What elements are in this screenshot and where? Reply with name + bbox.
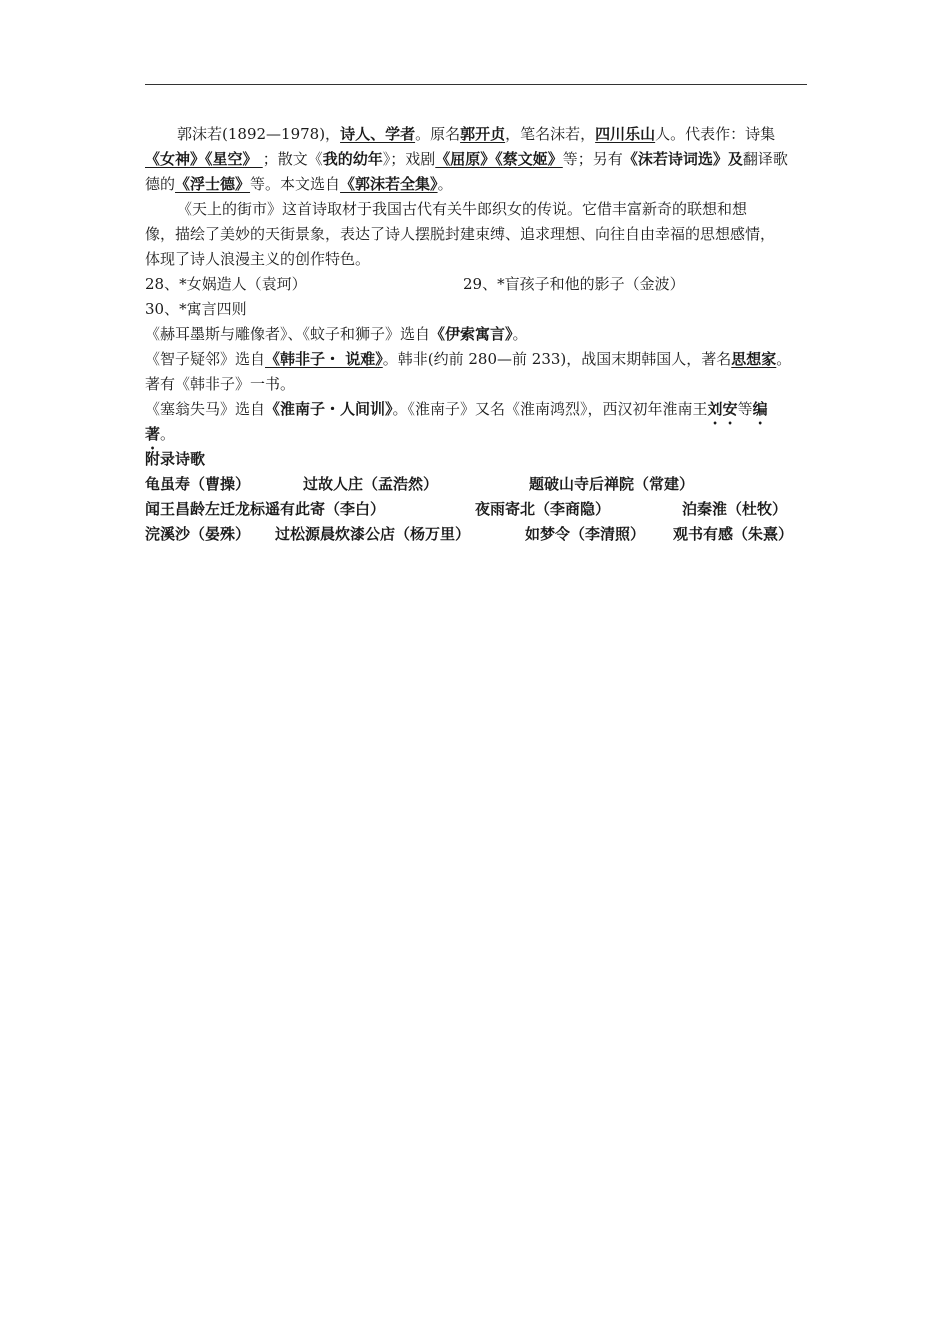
fable-huainanzi xyxy=(145,397,815,422)
poem-item: 过故人庄（孟浩然） xyxy=(303,475,439,493)
text: ，笔名沫若， xyxy=(505,125,596,143)
text: 。原名 xyxy=(415,125,461,143)
fable-hanfeizi-book: 著有《韩非子》一书。 xyxy=(145,375,296,393)
answer-thinker: 思想家 xyxy=(731,350,777,368)
answer-hanfeizi: 《韩非子・ 说难》 xyxy=(265,350,383,368)
para-poem-line1: 《天上的街市》这首诗取材于我国古代有关牛郎织女的传说。它借丰富新奇的联想和想 xyxy=(177,200,748,218)
text: 。 xyxy=(160,425,176,443)
text: 》；戏剧 xyxy=(382,150,436,168)
poem-item: 夜雨寄北（李商隐） xyxy=(475,500,611,518)
poem-item: 闻王昌龄左迁龙标遥有此寄（李白） xyxy=(145,500,386,518)
item-28: 28、*女娲造人（袁珂） xyxy=(145,275,307,293)
poem-row-3 xyxy=(145,522,815,547)
answer-collection: 《沫若诗词选》及 xyxy=(622,150,743,168)
fable-aesop xyxy=(145,322,815,347)
poem-item: 观书有感（朱熹） xyxy=(673,525,794,543)
poem-item: 泊秦淮（杜牧） xyxy=(682,500,788,518)
answer-compiled-2: 著 xyxy=(145,425,161,443)
text: 。 xyxy=(512,325,528,343)
answer-hometown: 四川乐山 xyxy=(595,125,656,143)
text: 《智子疑邻》选自 xyxy=(145,350,266,368)
para-poem-line3: 体现了诗人浪漫主义的创作特色。 xyxy=(145,250,371,268)
para-guomoruo-line2 xyxy=(145,147,815,172)
answer-prose: 我的幼年 xyxy=(322,150,383,168)
text: 等。本文选自 xyxy=(250,175,341,193)
items-row-28-29 xyxy=(145,272,815,297)
text: 《塞翁失马》选自 xyxy=(145,400,266,418)
answer-poetry-works: 《女神》《星空》 xyxy=(145,150,263,168)
poem-row-2 xyxy=(145,497,815,522)
answer-liuan: 刘安 xyxy=(707,400,738,418)
poem-item: 如梦令（李清照） xyxy=(525,525,646,543)
answer-aesop: 《伊索寓言》 xyxy=(430,325,513,343)
poem-item: 浣溪沙（晏殊） xyxy=(145,525,251,543)
text: 等 xyxy=(737,400,753,418)
text: 郭沫若(1892—1978)， xyxy=(177,125,341,143)
text: 翻译歌 xyxy=(742,150,788,168)
document-body xyxy=(145,122,815,547)
poem-item: 题破山寺后禅院（常建） xyxy=(529,475,695,493)
para-guomoruo-line1 xyxy=(145,122,815,147)
header-rule xyxy=(145,84,807,85)
para-guomoruo-line3 xyxy=(145,172,815,197)
poem-row-1 xyxy=(145,472,815,497)
text: 人。代表作：诗集 xyxy=(655,125,776,143)
fable-hanfeizi xyxy=(145,347,815,372)
text: ；散文《 xyxy=(262,150,323,168)
para-poem-line2: 像，描绘了美妙的天街景象，表达了诗人摆脱封建束缚、追求理想、向往自由幸福的思想感情， xyxy=(145,225,776,243)
item-30: 30、*寓言四则 xyxy=(145,300,247,318)
text: 。 xyxy=(776,350,792,368)
poem-item: 龟虽寿（曹操） xyxy=(145,475,251,493)
answer-original-name: 郭开贞 xyxy=(460,125,506,143)
answer-identity: 诗人、学者 xyxy=(340,125,416,143)
answer-drama: 《屈原》《蔡文姬》 xyxy=(435,150,563,168)
answer-compiled: 编 xyxy=(752,400,768,418)
text: 。韩非(约前 280—前 233)，战国末期韩国人，著名 xyxy=(382,350,732,368)
text: 等；另有 xyxy=(562,150,623,168)
text: 。《淮南子》又名《淮南鸿烈》，西汉初年淮南王 xyxy=(392,400,708,418)
item-29: 29、*盲孩子和他的影子（金波） xyxy=(463,275,685,293)
answer-huainanzi: 《淮南子・人间训》 xyxy=(265,400,393,418)
text: 德的 xyxy=(145,175,176,193)
answer-source: 《郭沫若全集》 xyxy=(340,175,438,193)
appendix-heading: 附录诗歌 xyxy=(145,450,206,468)
text: 。 xyxy=(437,175,453,193)
text: 《赫耳墨斯与雕像者》、《蚊子和狮子》选自 xyxy=(145,325,431,343)
answer-translation: 《浮士德》 xyxy=(175,175,251,193)
fable-huainanzi-end xyxy=(145,422,815,447)
poem-item: 过松源晨炊漆公店（杨万里） xyxy=(275,525,471,543)
